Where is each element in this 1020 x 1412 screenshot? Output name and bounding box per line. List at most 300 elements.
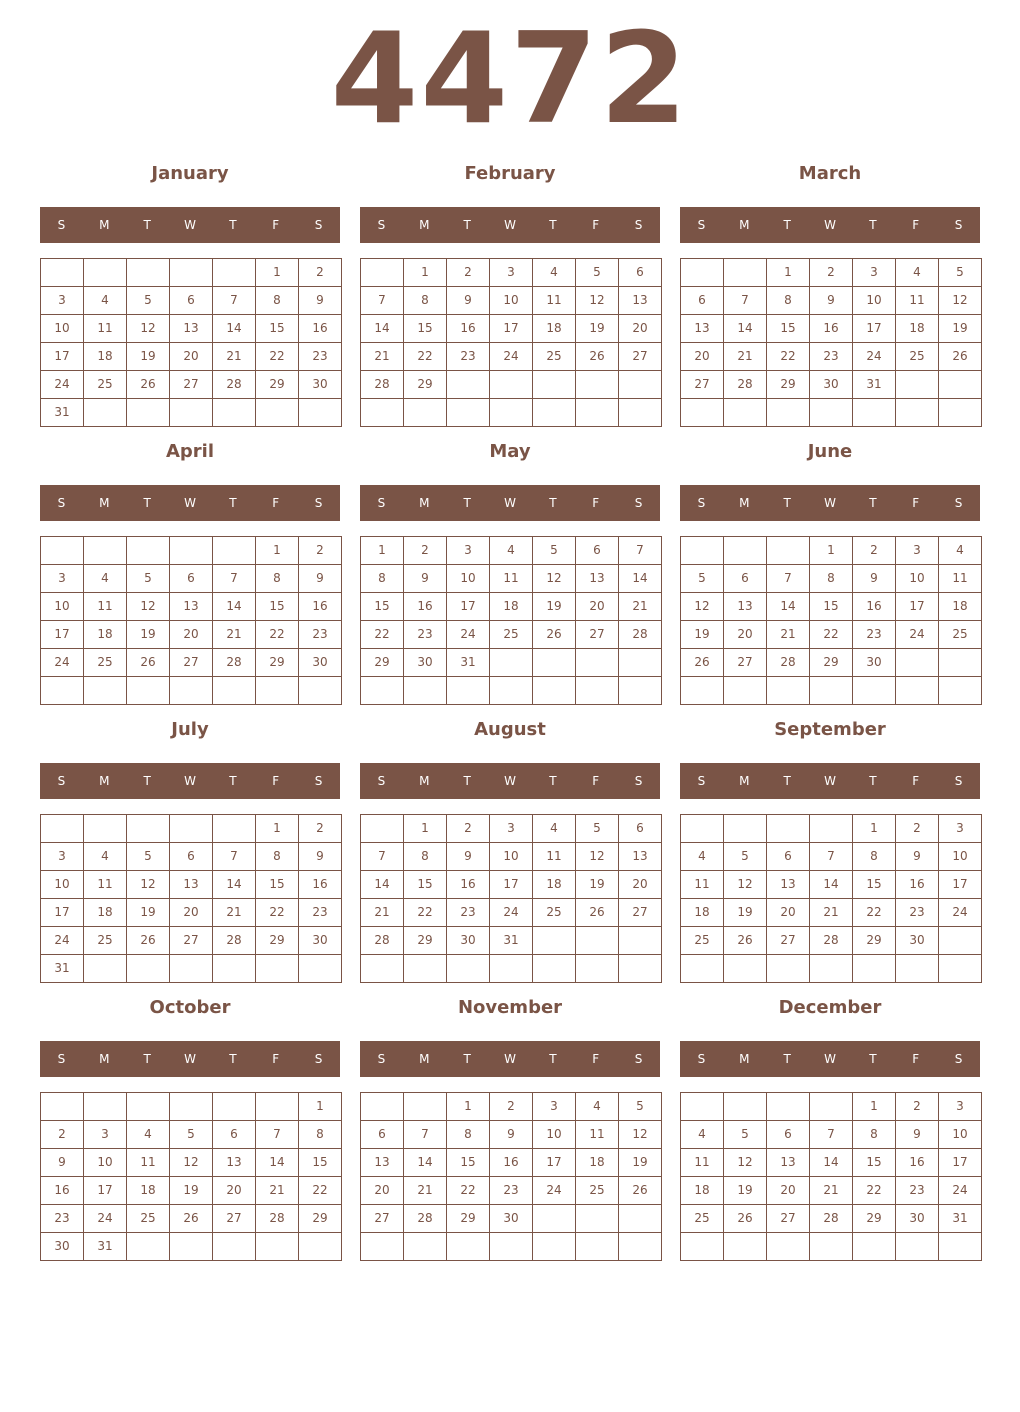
day-cell: 2 [896, 1093, 939, 1121]
day-cell: 28 [361, 371, 404, 399]
day-cell: 26 [533, 621, 576, 649]
day-cell: 30 [447, 927, 490, 955]
day-cell: 5 [724, 843, 767, 871]
day-grid [360, 814, 662, 983]
day-cell: 27 [170, 649, 213, 677]
day-cell: 24 [533, 1177, 576, 1205]
day-cell: 7 [404, 1121, 447, 1149]
day-cell: 17 [41, 621, 84, 649]
day-cell: 6 [681, 287, 724, 315]
weekday-header [40, 485, 340, 521]
day-cell: 22 [853, 899, 896, 927]
empty-day-cell [41, 815, 84, 843]
day-cell: 8 [853, 1121, 896, 1149]
empty-day-cell [810, 815, 853, 843]
day-cell: 28 [767, 649, 810, 677]
empty-day-cell [490, 371, 533, 399]
day-cell: 11 [84, 315, 127, 343]
empty-day-cell [619, 1205, 662, 1233]
week-row [681, 843, 982, 871]
weekday-label: F [912, 1052, 920, 1066]
week-row [41, 649, 342, 677]
empty-day-cell [619, 927, 662, 955]
day-cell: 3 [447, 537, 490, 565]
day-cell: 22 [447, 1177, 490, 1205]
empty-day-cell [767, 537, 810, 565]
weekday-label: T [549, 774, 557, 788]
empty-day-cell [681, 677, 724, 705]
day-cell: 18 [939, 593, 982, 621]
day-cell: 14 [213, 315, 256, 343]
day-cell: 19 [576, 315, 619, 343]
day-cell: 11 [127, 1149, 170, 1177]
day-cell: 25 [533, 343, 576, 371]
day-cell: 24 [939, 1177, 982, 1205]
day-cell: 4 [576, 1093, 619, 1121]
day-cell: 6 [213, 1121, 256, 1149]
day-cell: 30 [853, 649, 896, 677]
weekday-label: T [463, 496, 471, 510]
day-cell: 21 [213, 343, 256, 371]
day-cell: 23 [447, 343, 490, 371]
empty-day-cell [299, 1233, 342, 1261]
day-cell: 31 [939, 1205, 982, 1233]
day-cell: 13 [724, 593, 767, 621]
day-cell: 3 [84, 1121, 127, 1149]
week-row [361, 815, 662, 843]
day-cell: 5 [533, 537, 576, 565]
day-cell: 19 [127, 343, 170, 371]
week-row [681, 537, 982, 565]
day-cell: 23 [853, 621, 896, 649]
empty-day-cell [576, 927, 619, 955]
day-cell: 1 [404, 259, 447, 287]
empty-day-cell [576, 649, 619, 677]
month-name: January [151, 163, 229, 184]
week-row [681, 1093, 982, 1121]
week-row [41, 1093, 342, 1121]
day-cell: 4 [127, 1121, 170, 1149]
month-name: March [798, 163, 862, 184]
empty-day-cell [810, 1233, 853, 1261]
empty-day-cell [896, 649, 939, 677]
empty-day-cell [724, 537, 767, 565]
empty-day-cell [619, 1233, 662, 1261]
day-grid [680, 1092, 982, 1261]
weekday-label: T [229, 1052, 237, 1066]
empty-day-cell [724, 1093, 767, 1121]
weekday-label: T [143, 774, 151, 788]
empty-day-cell [767, 815, 810, 843]
day-cell: 5 [170, 1121, 213, 1149]
empty-day-cell [576, 1205, 619, 1233]
day-cell: 8 [256, 287, 299, 315]
day-cell: 23 [299, 899, 342, 927]
weekday-label: T [783, 218, 791, 232]
day-cell: 18 [84, 621, 127, 649]
day-cell: 11 [84, 593, 127, 621]
week-row [41, 955, 342, 983]
weekday-label: W [824, 1052, 836, 1066]
day-cell: 4 [681, 843, 724, 871]
empty-day-cell [576, 371, 619, 399]
day-cell: 9 [896, 1121, 939, 1149]
weekday-label: S [57, 774, 66, 788]
day-cell: 6 [170, 287, 213, 315]
day-cell: 22 [299, 1177, 342, 1205]
empty-day-cell [767, 1233, 810, 1261]
day-cell: 22 [810, 621, 853, 649]
day-cell: 16 [810, 315, 853, 343]
weekday-label: F [912, 496, 920, 510]
day-cell: 7 [213, 287, 256, 315]
day-cell: 26 [127, 371, 170, 399]
weekday-label: W [504, 774, 516, 788]
day-cell: 16 [447, 871, 490, 899]
empty-day-cell [681, 399, 724, 427]
empty-day-cell [213, 815, 256, 843]
weekday-label: M [419, 774, 430, 788]
week-row [361, 927, 662, 955]
weekday-label: T [463, 1052, 471, 1066]
day-cell: 9 [853, 565, 896, 593]
week-row [41, 1121, 342, 1149]
day-cell: 27 [619, 899, 662, 927]
day-cell: 7 [213, 565, 256, 593]
day-cell: 25 [84, 649, 127, 677]
weekday-label: T [143, 496, 151, 510]
day-cell: 6 [619, 815, 662, 843]
day-cell: 31 [490, 927, 533, 955]
day-cell: 2 [299, 815, 342, 843]
day-cell: 22 [853, 1177, 896, 1205]
day-cell: 22 [256, 899, 299, 927]
day-cell: 22 [361, 621, 404, 649]
day-cell: 3 [939, 815, 982, 843]
weekday-label: S [634, 774, 643, 788]
day-cell: 30 [299, 927, 342, 955]
weekday-label: W [824, 496, 836, 510]
week-row [41, 371, 342, 399]
day-cell: 12 [576, 287, 619, 315]
day-grid [680, 814, 982, 983]
day-cell: 13 [767, 871, 810, 899]
day-cell: 21 [361, 343, 404, 371]
day-cell: 23 [490, 1177, 533, 1205]
empty-day-cell [361, 955, 404, 983]
day-cell: 9 [41, 1149, 84, 1177]
empty-day-cell [533, 1233, 576, 1261]
day-cell: 28 [213, 371, 256, 399]
day-cell: 29 [767, 371, 810, 399]
day-cell: 12 [127, 871, 170, 899]
empty-day-cell [127, 815, 170, 843]
day-cell: 4 [533, 815, 576, 843]
day-cell: 17 [41, 899, 84, 927]
weekday-label: S [634, 218, 643, 232]
weekday-label: S [57, 1052, 66, 1066]
day-cell: 24 [41, 927, 84, 955]
empty-day-cell [170, 537, 213, 565]
empty-day-cell [533, 1205, 576, 1233]
day-cell: 6 [576, 537, 619, 565]
month-name: May [489, 441, 531, 462]
empty-day-cell [213, 1093, 256, 1121]
week-row [361, 1205, 662, 1233]
day-cell: 20 [170, 621, 213, 649]
empty-day-cell [84, 677, 127, 705]
day-cell: 19 [724, 899, 767, 927]
empty-day-cell [576, 399, 619, 427]
week-row [681, 649, 982, 677]
day-cell: 8 [853, 843, 896, 871]
week-row [361, 565, 662, 593]
weekday-label: S [954, 774, 963, 788]
empty-day-cell [127, 1233, 170, 1261]
day-cell: 17 [490, 315, 533, 343]
weekday-label: W [184, 774, 196, 788]
empty-day-cell [299, 677, 342, 705]
empty-day-cell [533, 649, 576, 677]
empty-day-cell [939, 955, 982, 983]
day-cell: 13 [767, 1149, 810, 1177]
day-cell: 24 [41, 649, 84, 677]
weekday-label: W [184, 218, 196, 232]
day-cell: 14 [213, 593, 256, 621]
weekday-label: S [314, 774, 323, 788]
day-cell: 1 [256, 537, 299, 565]
day-cell: 24 [41, 371, 84, 399]
empty-day-cell [724, 259, 767, 287]
empty-day-cell [170, 1233, 213, 1261]
day-cell: 3 [41, 565, 84, 593]
day-cell: 16 [404, 593, 447, 621]
day-cell: 13 [619, 843, 662, 871]
day-cell: 27 [576, 621, 619, 649]
empty-day-cell [404, 677, 447, 705]
weekday-label: M [99, 218, 110, 232]
week-row [681, 815, 982, 843]
week-row [681, 259, 982, 287]
day-cell: 10 [447, 565, 490, 593]
week-row [41, 537, 342, 565]
empty-day-cell [84, 955, 127, 983]
month-name: July [171, 719, 209, 740]
day-cell: 31 [447, 649, 490, 677]
day-cell: 1 [299, 1093, 342, 1121]
weekday-header [680, 485, 980, 521]
day-grid [360, 1092, 662, 1261]
day-cell: 10 [41, 871, 84, 899]
day-cell: 10 [41, 315, 84, 343]
week-row [681, 871, 982, 899]
day-cell: 18 [681, 1177, 724, 1205]
day-cell: 12 [724, 871, 767, 899]
day-cell: 8 [256, 565, 299, 593]
empty-day-cell [681, 537, 724, 565]
day-cell: 8 [767, 287, 810, 315]
empty-day-cell [810, 399, 853, 427]
day-cell: 14 [256, 1149, 299, 1177]
day-cell: 6 [767, 1121, 810, 1149]
empty-day-cell [939, 927, 982, 955]
weekday-label: M [99, 1052, 110, 1066]
week-row [681, 927, 982, 955]
empty-day-cell [853, 399, 896, 427]
empty-day-cell [447, 677, 490, 705]
day-cell: 10 [939, 843, 982, 871]
weekday-label: M [99, 774, 110, 788]
day-cell: 15 [853, 871, 896, 899]
day-cell: 7 [256, 1121, 299, 1149]
day-cell: 26 [127, 927, 170, 955]
week-row [681, 1233, 982, 1261]
week-row [681, 343, 982, 371]
empty-day-cell [681, 1233, 724, 1261]
day-cell: 15 [404, 871, 447, 899]
weekday-label: S [314, 496, 323, 510]
day-cell: 24 [896, 621, 939, 649]
empty-day-cell [939, 399, 982, 427]
empty-day-cell [576, 955, 619, 983]
day-cell: 11 [533, 843, 576, 871]
empty-day-cell [170, 399, 213, 427]
empty-day-cell [681, 1093, 724, 1121]
day-cell: 16 [490, 1149, 533, 1177]
day-grid [680, 536, 982, 705]
day-cell: 9 [299, 287, 342, 315]
week-row [361, 1233, 662, 1261]
day-cell: 11 [939, 565, 982, 593]
day-cell: 28 [404, 1205, 447, 1233]
day-cell: 22 [256, 343, 299, 371]
day-cell: 22 [767, 343, 810, 371]
day-cell: 16 [447, 315, 490, 343]
day-cell: 4 [533, 259, 576, 287]
day-cell: 21 [810, 1177, 853, 1205]
empty-day-cell [724, 399, 767, 427]
week-row [361, 371, 662, 399]
day-cell: 9 [447, 287, 490, 315]
weekday-label: S [377, 218, 386, 232]
day-cell: 7 [361, 843, 404, 871]
day-cell: 20 [767, 1177, 810, 1205]
week-row [361, 955, 662, 983]
day-cell: 2 [896, 815, 939, 843]
day-cell: 29 [853, 927, 896, 955]
day-grid [40, 1092, 342, 1261]
day-cell: 7 [810, 843, 853, 871]
empty-day-cell [896, 1233, 939, 1261]
day-cell: 23 [810, 343, 853, 371]
day-cell: 15 [256, 593, 299, 621]
week-row [41, 343, 342, 371]
weekday-label: S [57, 496, 66, 510]
day-cell: 2 [404, 537, 447, 565]
day-cell: 12 [127, 315, 170, 343]
empty-day-cell [810, 677, 853, 705]
week-row [361, 649, 662, 677]
empty-day-cell [490, 399, 533, 427]
week-row [41, 843, 342, 871]
week-row [681, 593, 982, 621]
day-cell: 20 [681, 343, 724, 371]
day-cell: 24 [490, 899, 533, 927]
day-cell: 8 [404, 843, 447, 871]
day-cell: 26 [170, 1205, 213, 1233]
day-cell: 3 [41, 843, 84, 871]
day-cell: 7 [361, 287, 404, 315]
weekday-label: S [954, 496, 963, 510]
weekday-label: T [549, 218, 557, 232]
day-cell: 19 [127, 621, 170, 649]
month-name: October [149, 997, 231, 1018]
day-cell: 23 [447, 899, 490, 927]
day-cell: 11 [490, 565, 533, 593]
day-cell: 15 [404, 315, 447, 343]
day-cell: 27 [170, 927, 213, 955]
day-cell: 10 [84, 1149, 127, 1177]
weekday-header [40, 763, 340, 799]
weekday-header [360, 763, 660, 799]
weekday-label: F [272, 496, 280, 510]
weekday-header [40, 1041, 340, 1077]
weekday-label: M [419, 1052, 430, 1066]
empty-day-cell [213, 399, 256, 427]
week-row [361, 537, 662, 565]
day-cell: 11 [896, 287, 939, 315]
week-row [41, 259, 342, 287]
day-cell: 1 [361, 537, 404, 565]
day-cell: 22 [256, 621, 299, 649]
day-cell: 23 [299, 621, 342, 649]
empty-day-cell [810, 955, 853, 983]
day-cell: 21 [767, 621, 810, 649]
day-cell: 9 [490, 1121, 533, 1149]
day-cell: 11 [681, 871, 724, 899]
week-row [361, 677, 662, 705]
day-cell: 12 [170, 1149, 213, 1177]
empty-day-cell [681, 955, 724, 983]
day-cell: 18 [533, 871, 576, 899]
day-cell: 24 [490, 343, 533, 371]
week-row [41, 899, 342, 927]
weekday-label: W [184, 1052, 196, 1066]
empty-day-cell [127, 537, 170, 565]
day-cell: 2 [447, 259, 490, 287]
empty-day-cell [404, 1093, 447, 1121]
day-cell: 5 [619, 1093, 662, 1121]
week-row [41, 815, 342, 843]
week-row [361, 343, 662, 371]
weekday-header [680, 1041, 980, 1077]
day-cell: 21 [619, 593, 662, 621]
day-cell: 25 [939, 621, 982, 649]
day-cell: 5 [127, 287, 170, 315]
day-cell: 27 [619, 343, 662, 371]
week-row [361, 899, 662, 927]
empty-day-cell [767, 955, 810, 983]
week-row [41, 677, 342, 705]
day-cell: 19 [939, 315, 982, 343]
day-cell: 25 [490, 621, 533, 649]
empty-day-cell [127, 677, 170, 705]
day-cell: 30 [299, 649, 342, 677]
day-cell: 3 [490, 259, 533, 287]
empty-day-cell [533, 399, 576, 427]
day-cell: 30 [896, 927, 939, 955]
day-cell: 20 [619, 871, 662, 899]
